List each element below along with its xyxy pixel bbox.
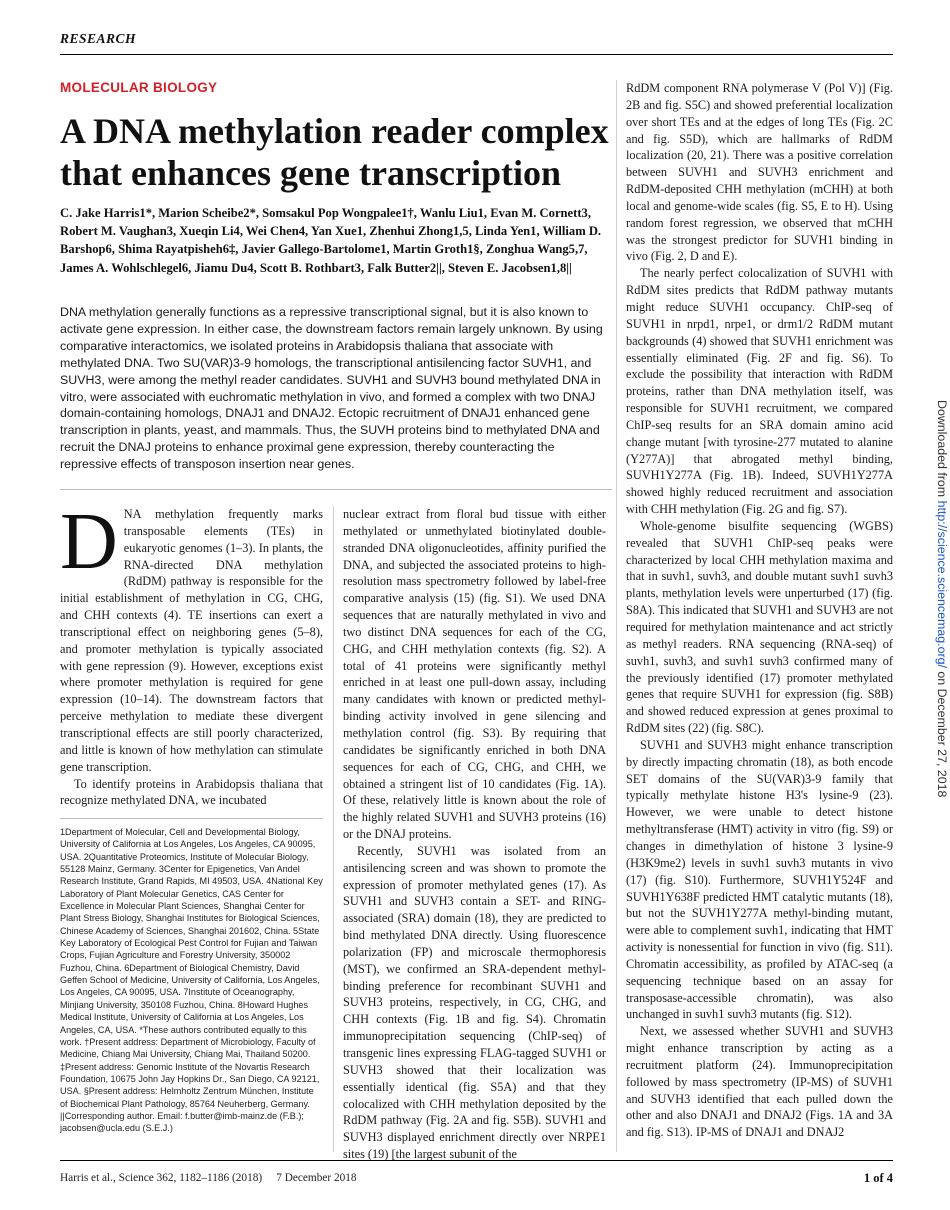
article-title: A DNA methylation reader complex that enhances gene transcription xyxy=(60,111,609,193)
affiliations-divider xyxy=(60,818,323,819)
footer-rule xyxy=(60,1160,893,1161)
abstract: DNA methylation generally functions as a repressive transcriptional signal, but it is also known to activate gene expression. In either case, the downstream factors remain largely unknown. By using comparative interactomics, we isolated proteins in Arabidopsis thaliana that associate with methylated DNA. Two SU(VAR)3-9 homologs, the transcriptional antisilencing factor SUVH1, and SUVH3, were among the methyl reader candidates. SUVH1 and SUVH3 bound methylated DNA in vitro, were associated with euchromatic methylation in vivo, and formed a complex with two DNAJ domain-containing homologs, DNAJ1 and DNAJ2. Ectopic recruitment of DNAJ1 enhanced gene transcription in plants, yeast, and mammals. Thus, the SUVH proteins bind to methylated DNA and recruit the DNAJ proteins to enhance proximal gene expression, thereby counteracting the repressive effects of transposon insertion near genes. xyxy=(60,305,603,472)
journal-section-label: RESEARCH xyxy=(60,31,137,46)
citation-footer: Harris et al., Science 362, 1182–1186 (2018) 7 December 2018 xyxy=(60,1172,357,1184)
paragraph: The nearly perfect colocalization of SUVH1 with RdDM sites predicts that RdDM pathway mutants might reduce SUVH1 occupancy. ChIP-seq of SUVH1 in nrpd1, nrpe1, or drm1/2 RdDM mutant backgrounds (4) showed that SUVH1 enrichment was essentially eliminated (Fig. 2F and fig. S6). To exclude the possibility that interaction with RdDM proteins, rather than DNA methylation itself, was responsible for SUVH1 recruitment, we compared ChIP-seq results for an SRA domain amino acid change mutant [with tyrosine-277 mutated to alanine (Y277A)] that abrogated methyl binding, SUVH1Y277A (Fig. 1B). Indeed, SUVH1Y277A showed highly reduced recruitment and association with CHH methylation (Fig. 2G and fig. S7). xyxy=(626,266,893,517)
abstract-divider xyxy=(60,489,612,490)
paragraph: To identify proteins in Arabidopsis thaliana that recognize methylated DNA, we incubated xyxy=(60,776,323,808)
affiliations-footnote: 1Department of Molecular, Cell and Developmental Biology, University of California at Los Angeles, Los Angeles, CA 90095, USA. 2Quantitative Proteomics, Institute of Molecular Biology, 55128 Mainz, Germany. 3Center for Epigenetics, Van Andel Research Institute, Grand Rapids, MI 49503, USA. 4National Key Laboratory of Plant Molecular Genetics, CAS Center for Excellence in Molecular Plant Sciences, Shanghai Center for Plant Stress Biology, Shanghai Institutes for Biological Sciences, Chinese Academy of Sciences, Shanghai 201602, China. 5State Key Laboratory of Ecological Pest Control for Fujian and Taiwan Crops, Fujian Agriculture and Forestry University, 350002 Fuzhou, China. 6Department of Biological Chemistry, David Geffen School of Medicine, University of California, Los Angeles, Los Angeles, CA 90095, USA. 7Institute of Oceanography, Minjiang University, 350108 Fuzhou, China. 8Howard Hughes Medical Institute, University of California at Los Angeles, Los Angeles, CA, USA. *These authors contributed equally to this work. †Present address: Department of Microbiology, Faculty of Medicine, Chiang Mai University, Chiang Mai, Thailand 50200. ‡Present address: Genomic Institute of the Novartis Research Foundation, 10675 John Jay Hopkins Dr., San Diego, CA 92121, USA. §Present address: Helmholtz Zentrum München, Institute of Biochemical Plant Pathology, 85764 Neuherberg, Germany. ||Corresponding author. Email: f.butter@imb-mainz.de (F.B.); jacobsen@ucla.edu (S.E.J.) xyxy=(60,827,323,1134)
download-notice-text xyxy=(935,400,949,797)
download-prefix: Downloaded from xyxy=(935,400,949,501)
paragraph: nuclear extract from floral bud tissue with either methylated or unmethylated biotinylated double-stranded DNA oligonucleotides, affinity purified the DNA, and subjected the associated proteins to high-resolution mass spectrometry followed by label-free comparative analysis (15) (fig. S1). We used DNA sequences that are naturally methylated in vivo and two distinct DNA sequences for each of the CG, CHG, and CHH methylation contexts (fig. S2). A total of 41 proteins were significantly methyl enriched in at least one pull-down assay, including many candidates with known or predicted methyl-binding activity involved in gene silencing and methylation control (fig. S3). By requiring that candidates be significantly enriched in both DNA sequences for each of CG, CHG, and CHH, we obtained a stringent list of 10 candidates (Fig. 1A). Of these, relatively little is known about the role of the highly related SUVH1 and SUVH3 proteins (16) or the DNAJ proteins. xyxy=(343,507,606,842)
download-suffix: on December 27, 2018 xyxy=(935,667,949,798)
paragraph: Whole-genome bisulfite sequencing (WGBS) revealed that SUVH1 ChIP-seq peaks were characterized by local CHH methylation maxima and that in suvh1, suvh3, and double mutant suvh1 suvh3 plants, methylation levels were unperturbed (17) (fig. S8A). This indicated that SUVH1 and SUVH3 are not required for methylation maintenance and act strictly as methyl readers. RNA sequencing (RNA-seq) of suvh1, suvh3, and suvh1 suvh3 confirmed many of the previously identified (17) promoter methylated genes that require SUVH1 for expression (fig. S8B) and showed reduced expression at genes proximal to RdDM sites (22) (fig. S8C). xyxy=(626,518,893,736)
download-notice xyxy=(937,400,949,1100)
article-category: MOLECULAR BIOLOGY xyxy=(60,80,218,95)
paragraph: SUVH1 and SUVH3 might enhance transcription by directly impacting chromatin (18), as both encode SET domains of the SU(VAR)3-9 family that typically methylate histone H3's lysine-9 (23). However, we were unable to detect histone methyltransferase (HMT) activity in vitro (fig. S9) or changes in dimethylation of histone 3 lysine-9 (H3K9me2) levels in suvh1 suvh3 mutants in vivo (17) (fig. S10). Furthermore, SUVH1Y524F and SUVH1Y638F predicted HMT catalytic mutants (18), but not the SUVH1Y277A methyl-binding mutant, were able to complement suvh1, indicating that HMT activity is nonessential for function in vivo (fig. S11). Chromatin accessibility, as profiled by ATAC-seq (a sequencing technique based on an assay for transposase-accessible chromatin), was also unchanged in suvh1 suvh3 mutants (fig. S12). xyxy=(626,737,893,1022)
body-column-1 xyxy=(60,498,323,809)
paragraph: RdDM component RNA polymerase V (Pol V)] (Fig. 2B and fig. S5C) and showed preferential localization over short TEs and at the edges of long TEs (Fig. 2C and fig. S5D), which are hallmarks of RdDM localization (20, 21). There was a positive correlation between SUVH1 and SUVH3 enrichment and RdDM-deposited CHH methylation (mCHH) at both local and genome-wide scales (fig. S5, E to H). Using random forest regression, we observed that mCHH was the strongest predictor for SUVH1 binding in vivo (Fig. 2, D and E). xyxy=(626,81,893,264)
drop-cap: D xyxy=(60,498,118,586)
download-link[interactable]: http://science.sciencemag.org/ xyxy=(935,500,949,668)
column-divider xyxy=(616,80,617,1152)
column-divider xyxy=(333,506,334,1152)
header-rule xyxy=(60,54,893,55)
paragraph: Recently, SUVH1 was isolated from an antisilencing screen and was shown to promote the expression of promoter methylated genes (17). As SUVH1 and SUVH3 contain a SET- and RING-associated (SRA) domain (18), they are predicted to bind methylated DNA directly. Using fluorescence polarization (FP) and microscale thermophoresis (MST), we confirmed an SRA-dependent methyl-binding preference for recombinant SUVH1 and SUVH3 proteins, respectively, in CG, CHG, and CHH contexts (Fig. 1B and fig. S4). Chromatin immunoprecipitation sequencing (ChIP-seq) of transgenic lines expressing FLAG-tagged SUVH1 or SUVH3 showed that their localization was essentially identical (fig. S5A) and that they colocalized with CHH methylation deposited by the RdDM pathway (Fig. 2A and fig. S5B). SUVH1 and SUVH3 displayed enrichment directly over NRPE1 sites (19) [the largest subunit of the xyxy=(343,843,606,1162)
body-column-2 xyxy=(343,506,606,1163)
paragraph: NA methylation frequently marks transposable elements (TEs) in eukaryotic genomes (1–3). In plants, the RNA-directed DNA methylation (RdDM) pathway is responsible for the initial establishment of methylation in CG, CHG, and CHH contexts (4). TE insertions can exert a transcriptional effect on neighboring genes (5–8), and promoter methylation is typically associated with gene repression (9). However, exceptions exist where promoter methylation is required for gene expression (10–14). The downstream factors that perceive methylation to mediate these divergent transcriptional effects are still poorly characterized, and little is known of how methylation can stimulate gene transcription. xyxy=(60,507,323,774)
page-number: 1 of 4 xyxy=(863,1171,893,1185)
author-list: C. Jake Harris1*, Marion Scheibe2*, Somsakul Pop Wongpalee1†, Wanlu Liu1, Evan M. Cornett3, Robert M. Vaughan3, Xueqin Li4, Wei Chen4, Yan Xue1, Zhenhui Zhong1,5, Linda Yen1, William D. Barshop6, Shima Rayatpisheh6‡, Javier Gallego-Bartolome1, Martin Groth1§, Zonghua Wang5,7, James A. Wohlschlegel6, Jiamu Du4, Scott B. Rothbart3, Falk Butter2||, Steven E. Jacobsen1,8|| xyxy=(60,206,602,275)
paragraph: Next, we assessed whether SUVH1 and SUVH3 might enhance transcription by acting as a recruitment platform (24). Immunoprecipitation followed by mass spectrometry (IP-MS) of SUVH1 and SUVH3 identified that each pulled down the other and also DNAJ1 and DNAJ2 (Figs. 1A and 3A and fig. S13). IP-MS of DNAJ1 and DNAJ2 xyxy=(626,1024,893,1140)
body-column-3 xyxy=(626,80,893,1141)
